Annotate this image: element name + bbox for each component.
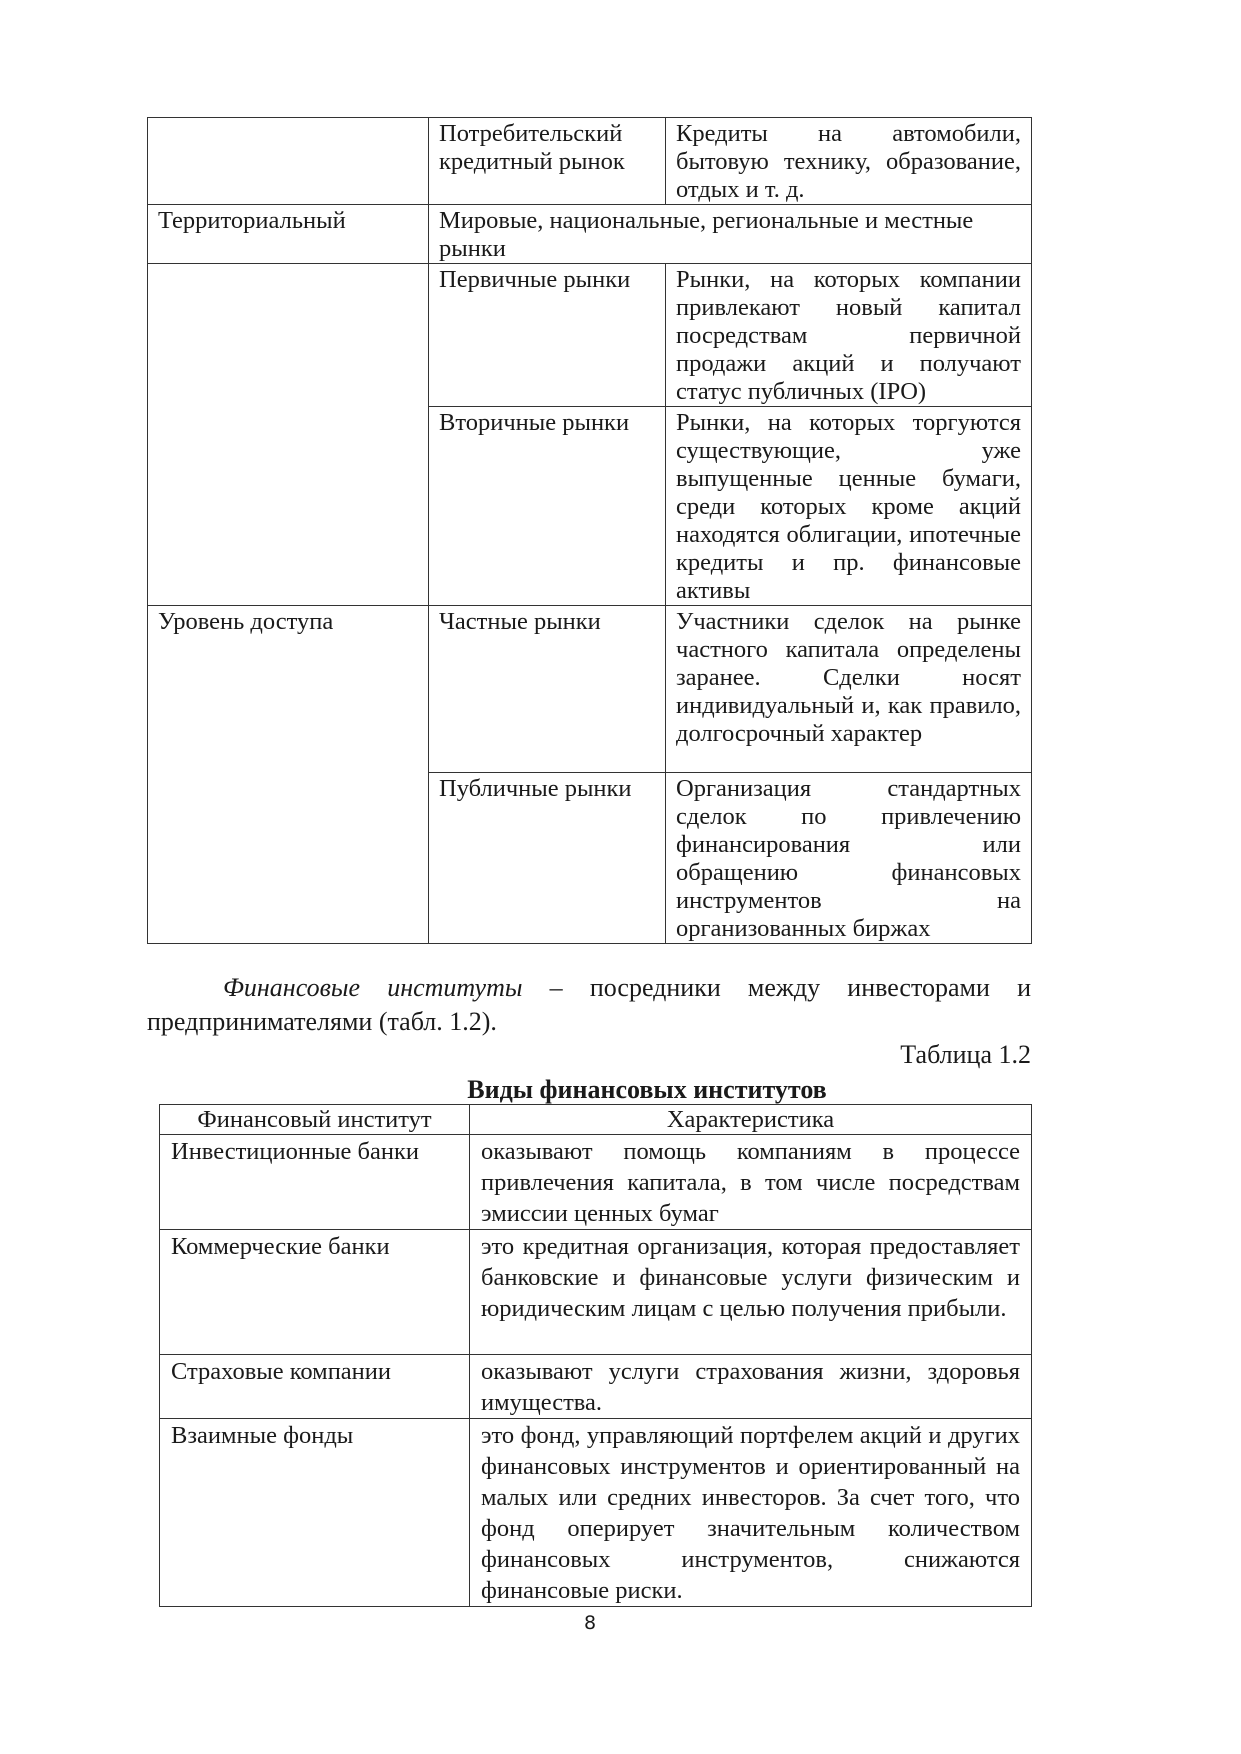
- institution-name-cell: Взаимные фонды: [160, 1419, 470, 1607]
- market-type-cell: Потребительский кредитный рынок: [429, 118, 666, 205]
- institution-description-cell: это кредитная организация, которая предоставляет банковские и финансовые услуги физическим и юридическим лицам с целью получения прибыли.: [470, 1230, 1032, 1355]
- table-number: Таблица 1.2: [900, 1040, 1031, 1069]
- criterion-cell: Уровень доступа: [148, 606, 429, 944]
- institution-description-cell: это фонд, управляющий портфелем акций и других финансовых инструментов и ориентированный на малых или средних инвесторов. За счет того, что фонд оперирует значительным количеством финансовых инструментов, снижаются финансовые риски.: [470, 1419, 1032, 1607]
- market-type-cell: Первичные рынки: [429, 264, 666, 407]
- table-row: [160, 1230, 1032, 1355]
- institution-name-cell: Коммерческие банки: [160, 1230, 470, 1355]
- market-description-cell: Рынки, на которых компании привлекают новый капитал посредствам первичной продажи акций и получают статус публичных (IPO): [666, 264, 1032, 407]
- institution-description-cell: оказывают помощь компаниям в процессе привлечения капитала, в том числе посредствам эмиссии ценных бумаг: [470, 1135, 1032, 1230]
- market-type-cell: Вторичные рынки: [429, 407, 666, 606]
- markets-classification-table: [147, 117, 1032, 944]
- criterion-cell: [148, 264, 429, 606]
- table-row: [160, 1355, 1032, 1419]
- column-header: Финансовый институт: [160, 1105, 470, 1135]
- criterion-cell: [148, 118, 429, 205]
- market-description-cell: Организация стандартных сделок по привлечению финансирования или обращению финансовых инструментов на организованных биржах: [666, 773, 1032, 944]
- table-row: [160, 1419, 1032, 1607]
- paragraph-text: – посредники между инвесторами и предпринимателями (табл. 1.2).: [147, 973, 1031, 1036]
- institution-description-cell: оказывают услуги страхования жизни, здоровья имущества.: [470, 1355, 1032, 1419]
- institution-name-cell: Страховые компании: [160, 1355, 470, 1419]
- criterion-cell: Территориальный: [148, 205, 429, 264]
- market-description-cell: Участники сделок на рынке частного капитала определены заранее. Сделки носят индивидуальный и, как правило, долгосрочный характер: [666, 606, 1032, 773]
- table-row: [148, 118, 1032, 205]
- merged-description-cell: Мировые, национальные, региональные и местные рынки: [429, 205, 1032, 264]
- table-row: [148, 264, 1032, 407]
- table-row: [160, 1135, 1032, 1230]
- italic-term: Финансовые институты: [223, 973, 523, 1002]
- market-type-cell: Частные рынки: [429, 606, 666, 773]
- market-description-cell: Рынки, на которых торгуются существующие, уже выпущенные ценные бумаги, среди которых кроме акций находятся облигации, ипотечные кредиты и пр. финансовые активы: [666, 407, 1032, 606]
- table-row: [148, 606, 1032, 773]
- financial-institutions-table: [159, 1104, 1032, 1607]
- column-header: Характеристика: [470, 1105, 1032, 1135]
- table-row: [148, 205, 1032, 264]
- market-description-cell: Кредиты на автомобили, бытовую технику, образование, отдых и т. д.: [666, 118, 1032, 205]
- table-header-row: [160, 1105, 1032, 1135]
- market-type-cell: Публичные рынки: [429, 773, 666, 944]
- table-title: Виды финансовых институтов: [467, 1075, 827, 1104]
- body-paragraph: [147, 971, 1031, 1039]
- institution-name-cell: Инвестиционные банки: [160, 1135, 470, 1230]
- page-number: 8: [583, 1612, 597, 1634]
